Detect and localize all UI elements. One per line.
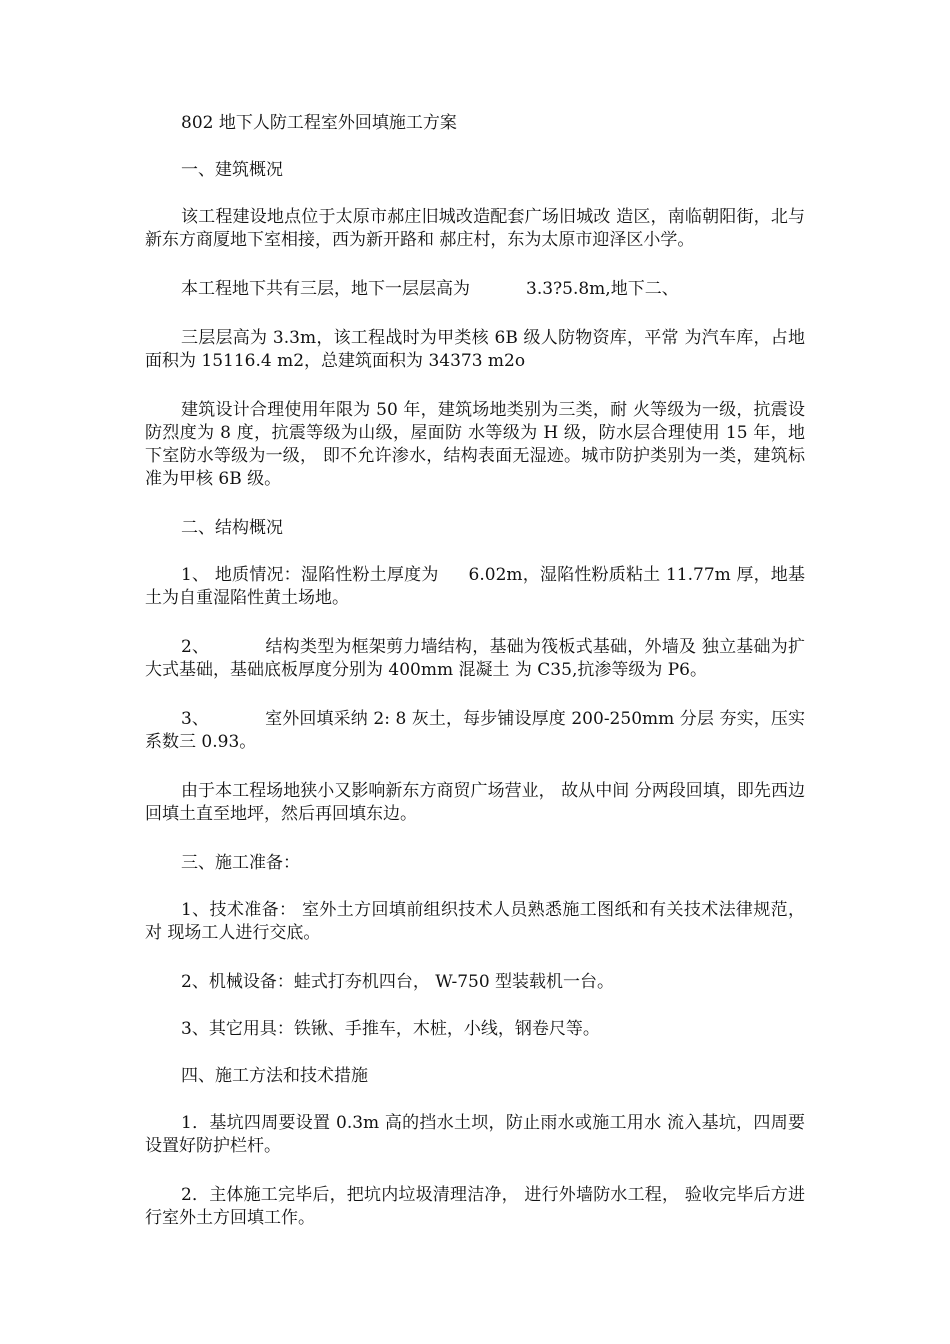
preparation-item-technical: 1、技术准备： 室外土方回填前组织技术人员熟悉施工图纸和有关技术法律规范， 对 现场工人进行交底。 [145,900,805,943]
paragraph-location: 该工程建设地点位于太原市郝庄旧城改造配套广场旧城改 造区，南临朝阳街，北与新东方商厦地下室相接，西为新开路和 郝庄村，东为太原市迎泽区小学。 [145,207,805,250]
paragraph-area: 三层层高为 3.3m，该工程战时为甲类核 6B 级人防物资库，平常 为汽车库，占地面积为 15116.4 m2，总建筑面积为 34373 m2o [145,328,805,371]
backfill-text: 室外回填采纳 2: 8 灰土，每步铺设厚度 200-250mm 分层 夯实，压实系数三 0.93。 [145,709,805,752]
preparation-item-machinery: 2、机械设备：蛙式打夯机四台， W-750 型装载机一台。 [181,972,615,992]
structure-item-type [145,636,805,682]
preparation-item-tools: 3、其它用具：铁锹、手推车，木桩，小线，钢卷尺等。 [181,1019,600,1039]
document-body [145,112,805,1256]
section-heading-architecture: 一、建筑概况 [181,160,283,180]
method-item-water-barrier: 1．基坑四周要设置 0.3m 高的挡水土坝，防止雨水或施工用水 流入基坑，四周要设置好防护栏杆。 [145,1113,805,1156]
backfill-number: 3、 [181,709,210,729]
floors-text-part2: 3.3?5.8m,地下二、 [526,279,679,299]
structure-item-geology [145,564,805,610]
method-item-cleanup: 2．主体施工完毕后，把坑内垃圾清理洁净， 进行外墙防水工程， 验收完毕后方进行室外土方回填工作。 [145,1185,805,1228]
paragraph-floors [145,278,805,301]
section-heading-structure: 二、结构概况 [181,518,283,538]
floors-text-part1: 本工程地下共有三层，地下一层层高为 [181,279,470,299]
document-title: 802 地下人防工程室外回填施工方案 [181,113,457,133]
section-heading-preparation: 三、施工准备： [181,853,300,873]
paragraph-design: 建筑设计合理使用年限为 50 年，建筑场地类别为三类，耐 火等级为一级，抗震设防烈度为 8 度，抗震等级为山级，屋面防 水等级为 H 级，防水层合理使用 15 年，地下室防水等级为一级， 即不允许渗水，结构表面无湿迹。城市防护类别为一类，建筑标 准为甲核 6B 级。 [145,400,805,489]
paragraph-phasing: 由于本工程场地狭小又影响新东方商贸广场营业， 故从中间 分两段回填，即先西边回填土直至地坪，然后再回填东边。 [145,781,805,824]
structure-type-text: 结构类型为框架剪力墙结构，基础为筏板式基础，外墙及 独立基础为扩大式基础，基础底板厚度分别为 400mm 混凝土 为 C35,抗渗等级为 P6。 [145,637,805,680]
section-heading-methods: 四、施工方法和技术措施 [181,1066,368,1086]
structure-type-number: 2、 [181,637,210,657]
geology-text-part2: 6.02m，湿陷性粉质粘土 11.77m 厚，地基土为自重湿陷性黄土场地。 [145,565,805,608]
geology-text-part1: 1、 地质情况：湿陷性粉土厚度为 [181,565,439,585]
structure-item-backfill [145,708,805,754]
